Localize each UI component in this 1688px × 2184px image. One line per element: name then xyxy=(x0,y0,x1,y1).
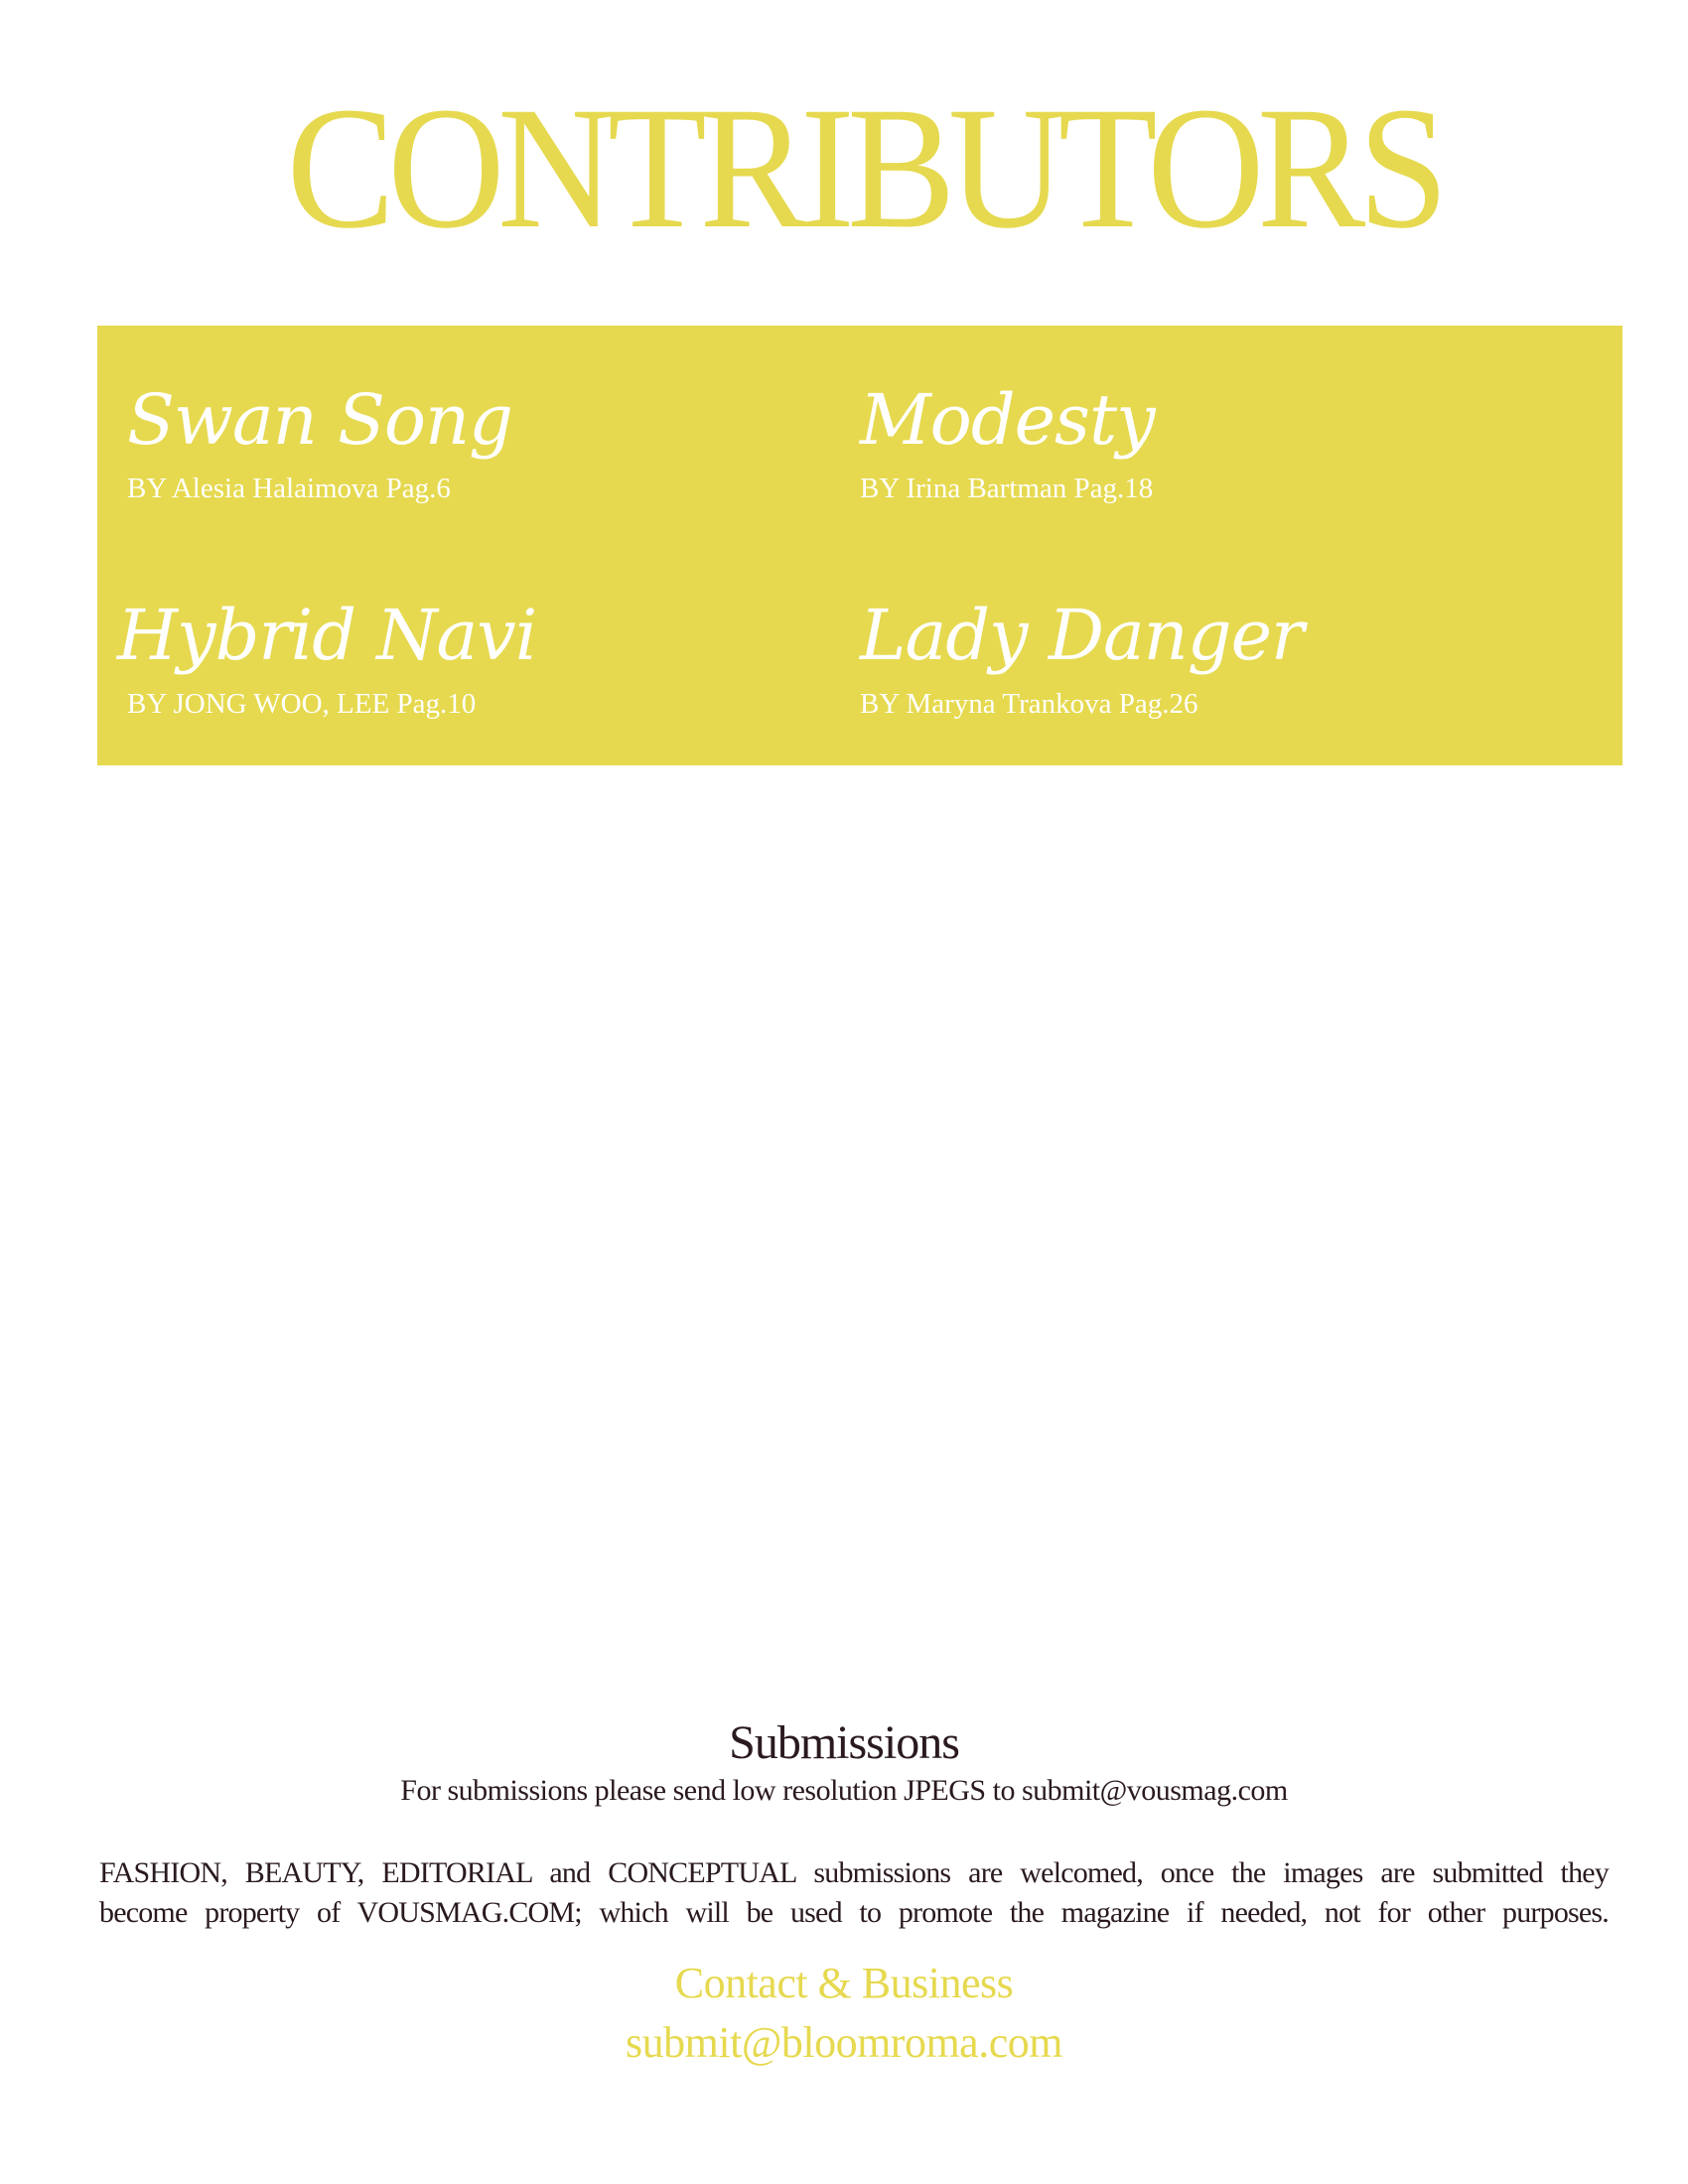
entry-title: Modesty xyxy=(860,379,1155,461)
entry-title: Lady Danger xyxy=(860,595,1304,676)
contributor-entry-swan-song xyxy=(127,380,822,505)
submissions-instructions: For submissions please send low resolution JPEGS to submit@vousmag.com xyxy=(400,1774,1288,1807)
contributor-entry-lady-danger xyxy=(860,596,1555,721)
entry-title: Swan Song xyxy=(127,379,512,461)
submissions-heading: Submissions xyxy=(729,1716,959,1769)
entry-byline: BY Maryna Trankova Pag.26 xyxy=(860,688,1198,720)
entry-byline: BY JONG WOO, LEE Pag.10 xyxy=(127,688,477,720)
contact-email[interactable]: submit@bloomroma.com xyxy=(626,2018,1062,2067)
entry-byline: BY Alesia Halaimova Pag.6 xyxy=(127,473,451,504)
entry-title: Hybrid Navi xyxy=(117,595,537,676)
contributor-entry-modesty xyxy=(860,380,1555,505)
contact-heading: Contact & Business xyxy=(674,1959,1014,2007)
submissions-terms xyxy=(99,1853,1609,1933)
contributor-entry-hybrid-navi xyxy=(117,596,812,721)
entry-byline: BY Irina Bartman Pag.18 xyxy=(860,473,1154,504)
submissions-terms-line-1: FASHION, BEAUTY, EDITORIAL and CONCEPTUAL submissions are welcomed, once the images are submitted they xyxy=(99,1856,1609,1889)
contributors-panel xyxy=(97,326,1622,765)
page-title: CONTRIBUTORS xyxy=(286,71,1442,265)
submissions-terms-line-2: become property of VOUSMAG.COM; which will be used to promote the magazine if needed, not for other purposes. xyxy=(99,1896,1609,1929)
